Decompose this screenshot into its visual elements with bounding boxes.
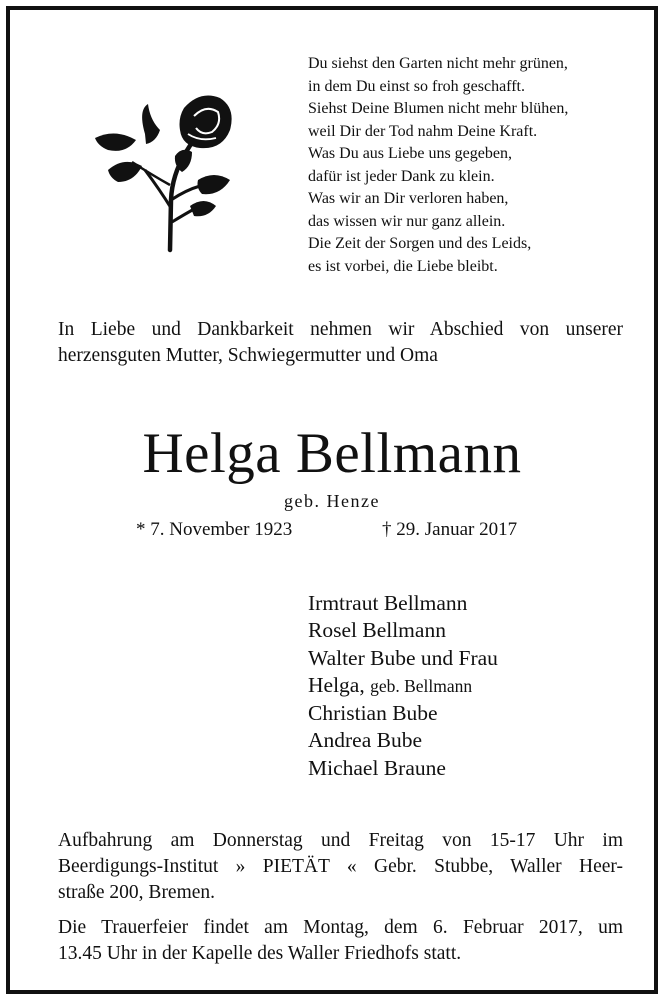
deceased-name: Helga Bellmann [142,422,522,485]
notice-line: Aufbahrung am Donnerstag und Freitag von 15-17 Uhr im [58,830,623,851]
notice-line: Die Trauerfeier findet am Montag, dem 6. Februar 2017, um [58,917,623,938]
mourner: Michael Braune [308,755,446,780]
mourner-maiden-name: geb. Bellmann [370,675,473,696]
mourner-name: Helga, [308,672,365,697]
mourner: Christian Bube [308,701,438,726]
mourners-list [308,590,498,782]
intro-line: In Liebe und Dankbarkeit nehmen wir Abschied von unserer [58,319,623,340]
mourner: Irmtraut Bellmann [308,591,468,615]
maiden-name: geb. Henze [284,491,380,511]
notice-line: Beerdigungs-Institut » PIETÄT « Gebr. Stubbe, Waller Heer- [58,856,623,877]
funeral-notice [58,915,623,967]
poem [308,53,648,278]
poem-line: Was Du aus Liebe uns gegeben, [308,145,512,162]
death-date: † 29. Januar 2017 [382,519,518,540]
mourner: Rosel Bellmann [308,618,446,643]
poem-line: Du siehst den Garten nicht mehr grünen, [308,55,568,72]
poem-line: weil Dir der Tod nahm Deine Kraft. [308,122,538,140]
notice-line: 13.45 Uhr in der Kapelle des Waller Friedhofs statt. [58,943,462,964]
poem-line: Was wir an Dir verloren haben, [308,190,509,207]
poem-line: in dem Du einst so froh geschafft. [308,77,525,95]
obituary-frame [6,6,658,994]
poem-line: dafür ist jeder Dank zu klein. [308,167,495,185]
poem-line: Die Zeit der Sorgen und des Leids, [308,235,532,252]
rose-icon [90,90,240,255]
mourner [308,672,498,700]
poem-line: es ist vorbei, die Liebe bleibt. [308,257,498,275]
intro-text [58,317,623,369]
lying-in-state-notice [58,828,623,906]
mourner: Andrea Bube [308,728,423,753]
birth-date: * 7. November 1923 [136,519,293,540]
mourner: Walter Bube und Frau [308,645,498,670]
poem-line: Siehst Deine Blumen nicht mehr blühen, [308,100,569,117]
intro-line: herzensguten Mutter, Schwiegermutter und Oma [58,345,438,366]
poem-line: das wissen wir nur ganz allein. [308,212,506,230]
notice-line: straße 200, Bremen. [58,882,216,903]
